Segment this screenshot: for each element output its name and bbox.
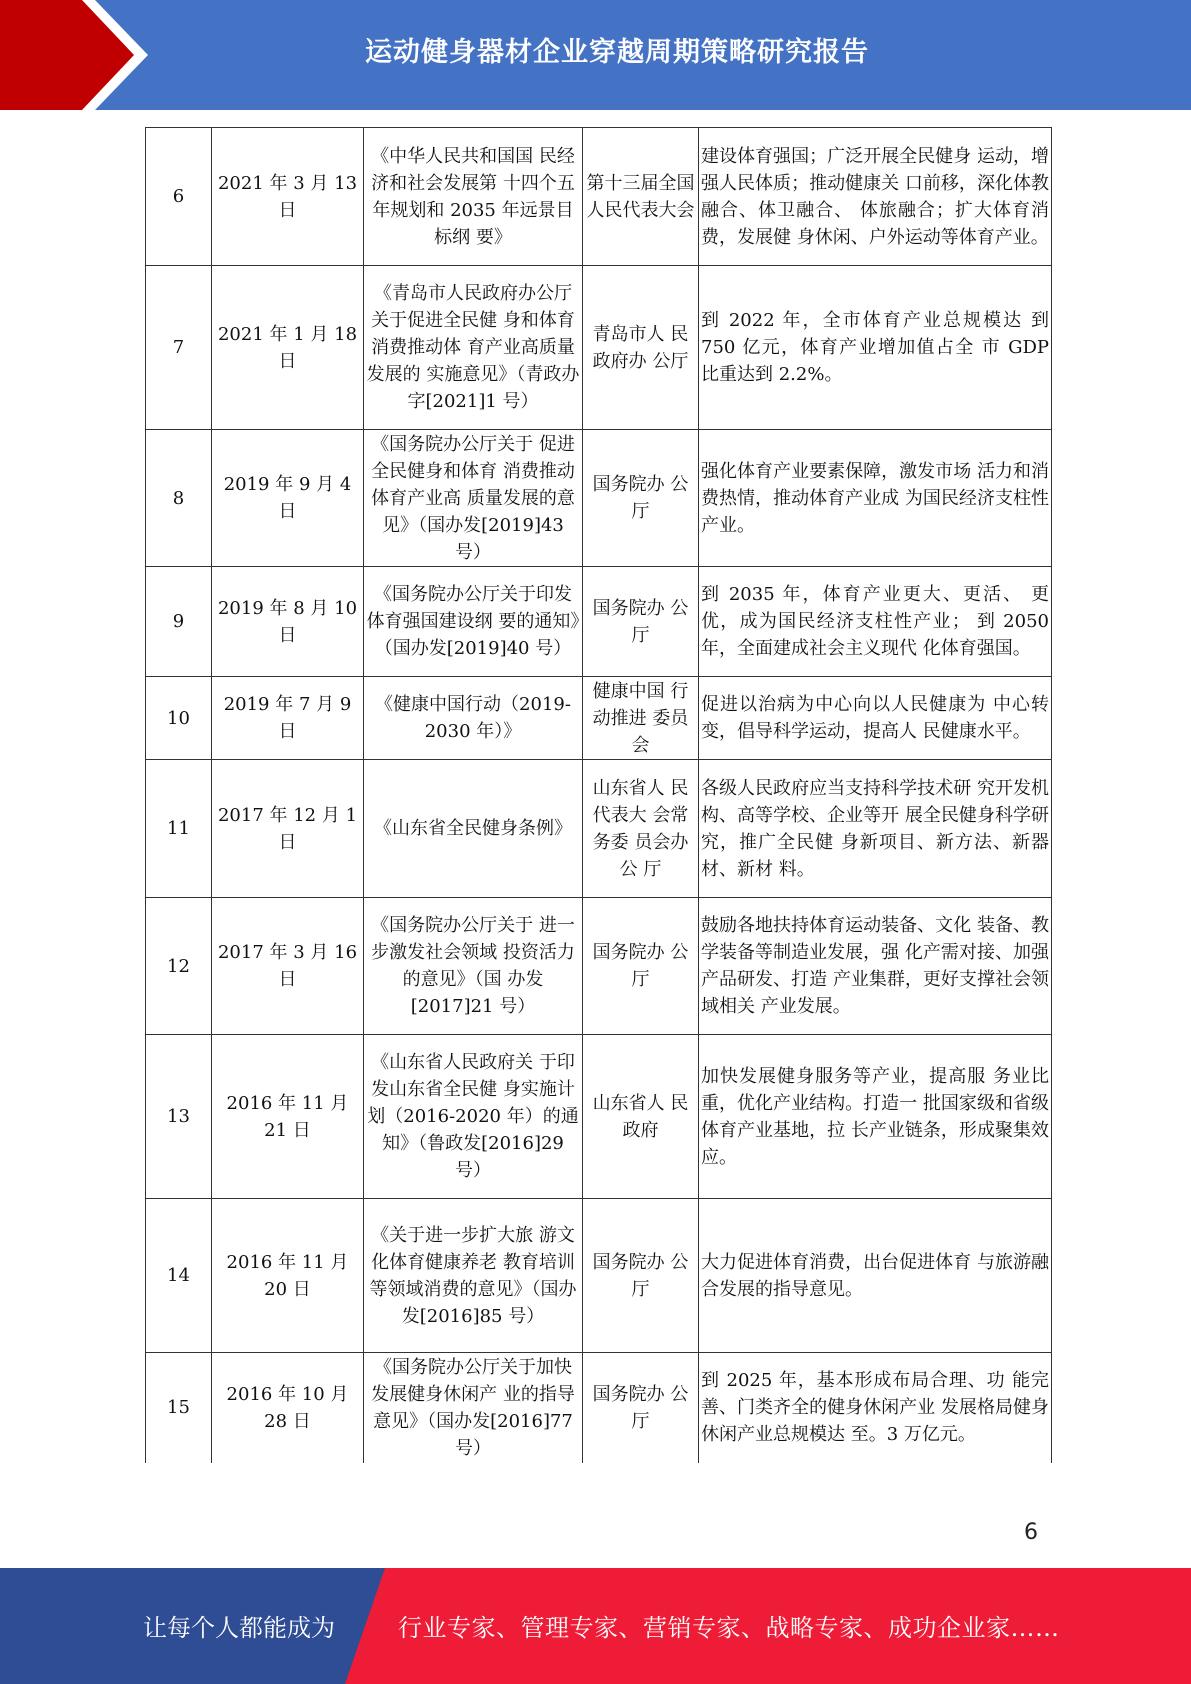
policy-content-cell: 鼓励各地扶持体育运动装备、文化 装备、教学装备等制造业发展，强 化产需对接、加强产品研发、打造 产业集群，更好支撑社会领域相关 产业发展。 <box>699 898 1052 1035</box>
date-cell: 2021 年 1 月 18 日 <box>212 266 364 430</box>
date-cell: 2019 年 8 月 10 日 <box>212 567 364 677</box>
policy-content-cell: 到 2025 年，基本形成布局合理、功 能完善、门类齐全的健身休闲产业 发展格局健身休闲产业总规模达 至。3 万亿元。 <box>699 1353 1052 1463</box>
policy-content-cell: 促进以治病为中心向以人民健康为 中心转变，倡导科学运动，提高人 民健康水平。 <box>699 677 1052 760</box>
row-number-cell: 15 <box>146 1353 212 1463</box>
document-name-cell: 《关于进一步扩大旅 游文化体育健康养老 教育培训等领域消费的意见》（国办发[2016]85 号） <box>364 1199 583 1353</box>
document-name-cell: 《山东省全民健身条例》 <box>364 760 583 898</box>
date-cell: 2017 年 12 月 1 日 <box>212 760 364 898</box>
table-row <box>146 567 1052 677</box>
report-title: 运动健身器材企业穿越周期策略研究报告 <box>365 37 869 68</box>
table-row <box>146 898 1052 1035</box>
row-number-cell: 13 <box>146 1035 212 1199</box>
issuing-org-cell: 山东省人 民政府 <box>583 1035 699 1199</box>
row-number-cell: 14 <box>146 1199 212 1353</box>
policy-content-cell: 建设体育强国；广泛开展全民健身 运动，增强人民体质；推动健康关 口前移，深化体教融合、体卫融合、 体旅融合；扩大体育消费，发展健 身休闲、户外运动等体育产业。 <box>699 128 1052 266</box>
row-number-cell: 8 <box>146 430 212 567</box>
table-row <box>146 266 1052 430</box>
table-row <box>146 760 1052 898</box>
policy-content-cell: 到 2022 年，全市体育产业总规模达 到 750 亿元，体育产业增加值占全 市 GDP 比重达到 2.2%。 <box>699 266 1052 430</box>
row-number-cell: 9 <box>146 567 212 677</box>
date-cell: 2019 年 7 月 9 日 <box>212 677 364 760</box>
document-name-cell: 《国务院办公厅关于加快发展健身休闲产 业的指导意见》（国办发[2016]77 号） <box>364 1353 583 1463</box>
document-name-cell: 《山东省人民政府关 于印发山东省全民健 身实施计划（2016-2020 年）的通知》（鲁政发[2016]29 号） <box>364 1035 583 1199</box>
footer-banner <box>0 1568 1191 1684</box>
table-row <box>146 128 1052 266</box>
date-cell: 2017 年 3 月 16 日 <box>212 898 364 1035</box>
issuing-org-cell: 山东省人 民代表大 会常务委 员会办公 厅 <box>583 760 699 898</box>
issuing-org-cell: 健康中国 行动推进 委员会 <box>583 677 699 760</box>
issuing-org-cell: 第十三届全国人民代表大会 <box>583 128 699 266</box>
date-cell: 2016 年 11 月 20 日 <box>212 1199 364 1353</box>
row-number-cell: 7 <box>146 266 212 430</box>
row-number-cell: 10 <box>146 677 212 760</box>
issuing-org-cell: 国务院办 公厅 <box>583 1353 699 1463</box>
row-number-cell: 6 <box>146 128 212 266</box>
date-cell: 2019 年 9 月 4 日 <box>212 430 364 567</box>
document-name-cell: 《国务院办公厅关于 促进全民健身和体育 消费推动体育产业高 质量发展的意见》（国办发[2019]43 号） <box>364 430 583 567</box>
issuing-org-cell: 国务院办 公厅 <box>583 567 699 677</box>
policy-content-cell: 加快发展健身服务等产业，提高服 务业比重，优化产业结构。打造一 批国家级和省级体育产业基地，拉 长产业链条，形成聚集效应。 <box>699 1035 1052 1199</box>
issuing-org-cell: 国务院办 公厅 <box>583 898 699 1035</box>
header-banner <box>0 0 1191 110</box>
table-row <box>146 1035 1052 1199</box>
document-name-cell: 《青岛市人民政府办公厅关于促进全民健 身和体育消费推动体 育产业高质量发展的 实施意见》（青政办字[2021]1 号） <box>364 266 583 430</box>
table-row <box>146 677 1052 760</box>
date-cell: 2016 年 10 月 28 日 <box>212 1353 364 1463</box>
policy-table <box>145 127 1052 1463</box>
date-cell: 2016 年 11 月 21 日 <box>212 1035 364 1199</box>
footer-slogan-right: 行业专家、管理专家、营销专家、战略专家、成功企业家…… <box>398 1614 1060 1642</box>
policy-content-cell: 到 2035 年，体育产业更大、更活、 更优，成为国民经济支柱性产业； 到 2050 年，全面建成社会主义现代 化体育强国。 <box>699 567 1052 677</box>
document-name-cell: 《健康中国行动（2019-2030 年）》 <box>364 677 583 760</box>
row-number-cell: 12 <box>146 898 212 1035</box>
table-row <box>146 1199 1052 1353</box>
policy-content-cell: 强化体育产业要素保障，激发市场 活力和消费热情，推动体育产业成 为国民经济支柱性产业。 <box>699 430 1052 567</box>
row-number-cell: 11 <box>146 760 212 898</box>
footer-slogan-left: 让每个人都能成为 <box>143 1614 335 1642</box>
issuing-org-cell: 国务院办 公厅 <box>583 1199 699 1353</box>
document-name-cell: 《国务院办公厅关于 进一步激发社会领域 投资活力的意见》（国 办发[2017]21 号） <box>364 898 583 1035</box>
issuing-org-cell: 国务院办 公厅 <box>583 430 699 567</box>
date-cell: 2021 年 3 月 13 日 <box>212 128 364 266</box>
document-name-cell: 《中华人民共和国国 民经济和社会发展第 十四个五年规划和 2035 年远景目标纲 要》 <box>364 128 583 266</box>
policy-content-cell: 各级人民政府应当支持科学技术研 究开发机构、高等学校、企业等开 展全民健身科学研究，推广全民健 身新项目、新方法、新器材、新材 料。 <box>699 760 1052 898</box>
page-number: 6 <box>1024 1520 1038 1545</box>
table-row <box>146 1353 1052 1463</box>
header-red-arrow-shape <box>0 0 160 110</box>
document-name-cell: 《国务院办公厅关于印发体育强国建设纲 要的通知》（国办发[2019]40 号） <box>364 567 583 677</box>
table-row <box>146 430 1052 567</box>
issuing-org-cell: 青岛市人 民政府办 公厅 <box>583 266 699 430</box>
policy-content-cell: 大力促进体育消费，出台促进体育 与旅游融合发展的指导意见。 <box>699 1199 1052 1353</box>
